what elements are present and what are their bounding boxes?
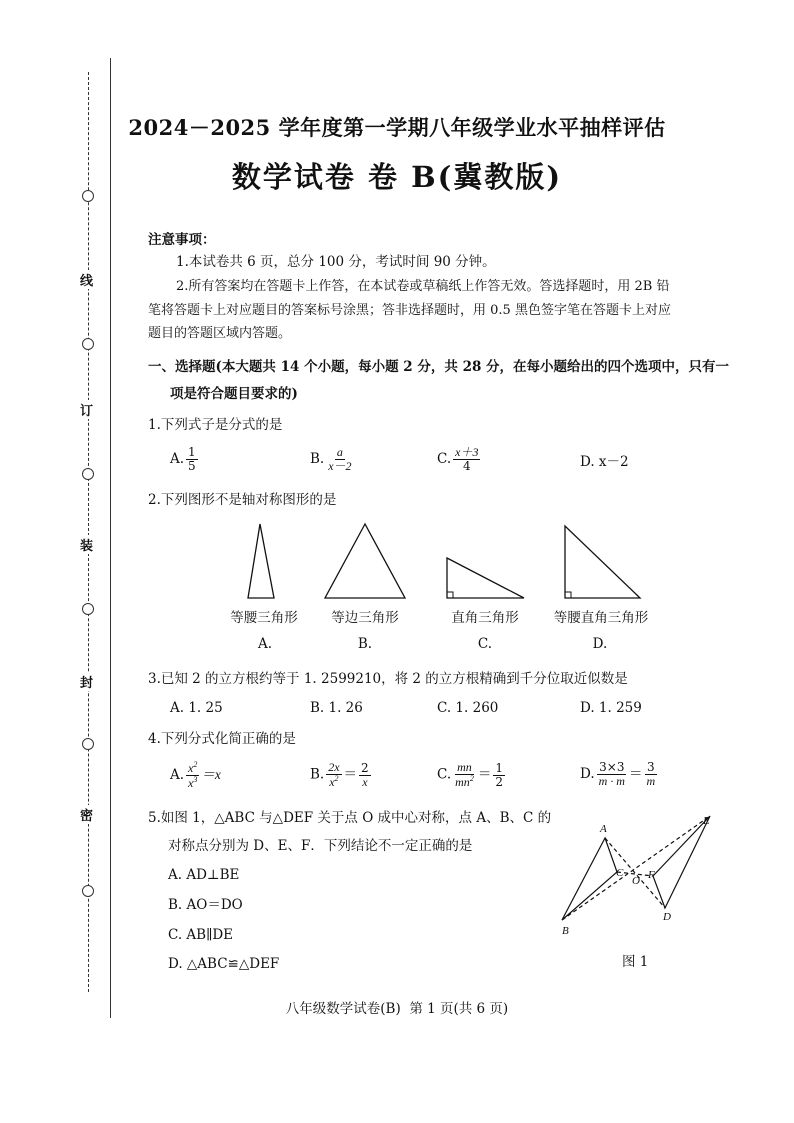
right-triangle	[447, 558, 524, 598]
q5-option-d: D. △ABC≌△DEF	[168, 956, 280, 972]
binding-char-ding: 订	[80, 400, 93, 419]
section1-heading-line2: 项是符合题目要求的)	[170, 386, 298, 402]
triangle-def	[653, 816, 710, 908]
q2-figure-name-d: 等腰直角三角形	[553, 610, 649, 626]
triangle-abc	[562, 838, 617, 920]
margin-rule	[110, 58, 111, 1018]
binding-char-zhuang: 装	[80, 535, 93, 554]
q2-option-a: A.	[257, 636, 273, 652]
page-footer: 八年级数学试卷(B) 第 1 页(共 6 页)	[285, 1001, 509, 1017]
exam-title-line1: 2024－2025 学年度第一学期八年级学业水平抽样评估	[128, 115, 666, 140]
point-label-e: E	[703, 815, 710, 827]
q5-option-a: A. AD⊥BE	[168, 867, 240, 883]
q1-option-a: A. $\frac{1}{5}$	[170, 445, 196, 474]
binding-hole	[82, 603, 94, 615]
q4-stem: 4.下列分式化简正确的是	[148, 731, 296, 747]
binding-dashed-line	[88, 72, 89, 992]
q1-stem: 1.下列式子是分式的是	[148, 417, 283, 433]
q1-option-c: C. $\frac{x+3}{4}$	[437, 445, 479, 474]
q1-option-d: D. x－2	[580, 454, 629, 470]
q5-option-b: B. AO＝DO	[168, 897, 243, 913]
q3-option-b: B. 1. 26	[310, 700, 363, 716]
q2-option-b: B.	[357, 636, 373, 652]
notes-item-2-line2: 笔将答题卡上对应题目的答案标号涂黑；答非选择题时，用 0.5 黑色签字笔在答题卡上对应	[148, 303, 671, 318]
notes-item-1: 1.本试卷共 6 页，总分 100 分，考试时间 90 分钟。	[176, 254, 496, 270]
q3-stem: 3.已知 2 的立方根约等于 1. 2599210，将 2 的立方根精确到千分位取近似数是	[148, 671, 628, 687]
q2-figure-name-b: 等边三角形	[331, 610, 399, 626]
q2-figure-name-c: 直角三角形	[451, 610, 519, 626]
right-angle-mark	[447, 592, 453, 598]
isosceles-right-triangle	[565, 526, 640, 598]
point-label-c: C	[616, 867, 624, 879]
q1-option-b: B. $\frac{a}{x-2}$	[310, 445, 352, 474]
q4-option-b: B. $\frac{2x}{x^2}$ ＝ $\frac{2}{x}$	[310, 760, 369, 790]
binding-hole	[82, 468, 94, 480]
q4-option-c: C. $\frac{mn}{mn^2}$ ＝ $\frac{1}{2}$	[437, 760, 503, 790]
q3-option-a: A. 1. 25	[170, 700, 223, 716]
isosceles-triangle	[248, 524, 274, 598]
section1-heading-line1: 一、选择题(本大题共 14 个小题，每小题 2 分，共 28 分，在每小题给出的四个选项中，只有一	[148, 359, 730, 375]
binding-char-feng: 封	[80, 672, 93, 691]
q4-option-d: D. $\frac{3\times 3}{m \cdot m}$ ＝ $\frac{3}{m}$	[580, 760, 656, 789]
q5-option-c: C. AB∥DE	[168, 927, 234, 943]
right-angle-mark	[565, 592, 571, 598]
q5-figure	[550, 808, 725, 943]
notes-heading: 注意事项：	[148, 232, 216, 248]
notes-item-2-line3: 题目的答题区域内答题。	[148, 326, 292, 341]
q5-stem-line1: 5.如图 1，△ABC 与△DEF 关于点 O 成中心对称，点 A、B、C 的	[148, 810, 552, 826]
point-label-b: B	[562, 925, 569, 937]
q5-stem-line2: 对称点分别为 D、E、F．下列结论不一定正确的是	[168, 838, 473, 854]
binding-char-mi: 密	[80, 805, 93, 824]
binding-hole	[82, 738, 94, 750]
notes-item-2-line1: 2.所有答案均在答题卡上作答，在本试卷或草稿纸上作答无效。答选择题时，用 2B 铅	[176, 279, 670, 294]
q2-figure-name-a: 等腰三角形	[230, 610, 298, 626]
q2-figures	[220, 518, 680, 603]
q3-option-c: C. 1. 260	[437, 700, 499, 716]
q2-option-c: C.	[477, 636, 493, 652]
point-label-a: A	[600, 823, 607, 835]
figure-caption: 图 1	[622, 954, 649, 970]
q2-option-d: D.	[592, 636, 608, 652]
binding-hole	[82, 885, 94, 897]
q4-option-a: A. $\frac{x^2}{x^3}$ ＝x	[170, 760, 221, 791]
segment-be	[562, 816, 710, 920]
q2-stem: 2.下列图形不是轴对称图形的是	[148, 492, 337, 508]
equilateral-triangle	[325, 524, 405, 598]
binding-char-xian: 线	[80, 270, 93, 289]
point-label-d: D	[663, 911, 671, 923]
point-label-o: O	[632, 875, 640, 887]
exam-title-line2: 数学试卷 卷 B(冀教版)	[231, 160, 563, 194]
q3-option-d: D. 1. 259	[580, 700, 642, 716]
point-label-f: F	[648, 869, 655, 881]
binding-hole	[82, 338, 94, 350]
